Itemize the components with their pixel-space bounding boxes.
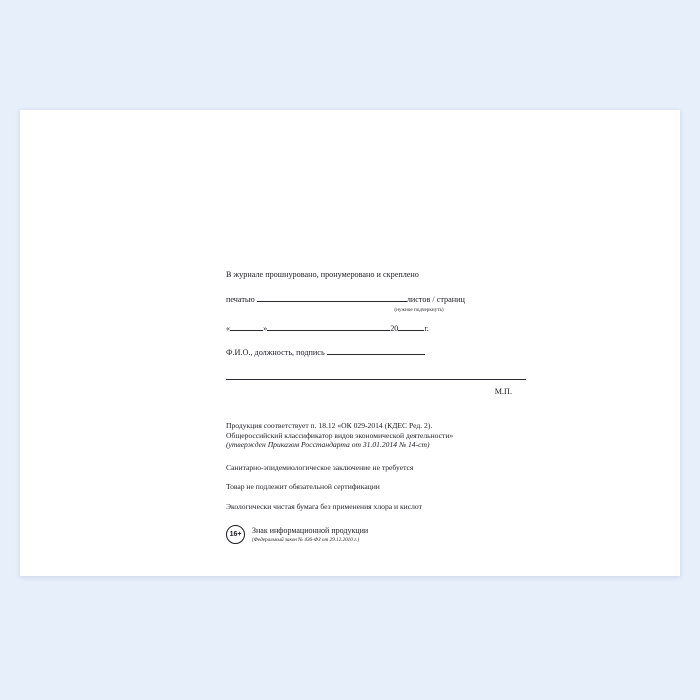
- seal-line: [226, 294, 556, 305]
- fio-label: Ф.И.О., должность, подпись: [226, 347, 325, 357]
- date-quote-close: »: [263, 323, 268, 333]
- journal-statement-text: В журнале прошнуровано, пронумеровано и скреплено: [226, 270, 419, 279]
- age-rating-texts: [252, 526, 368, 543]
- age-rating-text: 16+: [229, 530, 242, 538]
- day-fill-field[interactable]: [230, 323, 263, 331]
- seal-label: печатью: [226, 294, 255, 304]
- journal-statement-line: [226, 270, 556, 280]
- age-rating-row: [226, 525, 556, 544]
- document-page: [20, 110, 680, 576]
- fio-line: [226, 347, 556, 358]
- product-line-3-text: (утвержден Приказом Росстандарта от 31.01.2014 № 14-ст): [226, 440, 430, 450]
- year-prefix: 20: [390, 323, 399, 333]
- age-rating-badge: [226, 525, 245, 544]
- certification-statement: Товар не подлежит обязательной сертификации: [226, 482, 380, 492]
- month-fill-field[interactable]: [267, 323, 390, 331]
- sheets-label: листов / страниц: [406, 294, 465, 304]
- signature-long-line: [226, 372, 556, 383]
- seal-fill-field[interactable]: [257, 294, 407, 302]
- age-rating-law-note: (Федеральный закон № 436-ФЗ от 29.12.2010 г.): [252, 536, 360, 543]
- date-line: [226, 323, 556, 334]
- date-quote-open: «: [226, 323, 231, 333]
- signature-fill-field[interactable]: [226, 372, 526, 380]
- underline-note: (нужное подчеркнуть): [394, 306, 444, 313]
- product-line-1: Продукция соответствует п. 18.12 «ОК 029-2014 (КДЕС Ред. 2).: [226, 421, 433, 431]
- mp-stamp-label: [226, 387, 556, 397]
- product-line-3: [226, 440, 556, 449]
- eco-paper-statement: Экологически чистая бумага без применения хлора и кислот: [226, 501, 422, 511]
- document-content: [226, 270, 556, 544]
- fio-fill-field[interactable]: [327, 347, 425, 355]
- year-suffix: г.: [424, 323, 429, 333]
- product-compliance-block: [226, 421, 556, 449]
- year-fill-field[interactable]: [398, 323, 424, 331]
- mp-text: М.П.: [494, 387, 512, 397]
- age-rating-title: Знак информационной продукции: [252, 526, 369, 536]
- sanitary-statement: Санитарно-эпидемиологическое заключение не требуется: [226, 462, 414, 472]
- product-line-2: Общероссийский классификатор видов экономической деятельности»: [226, 430, 454, 440]
